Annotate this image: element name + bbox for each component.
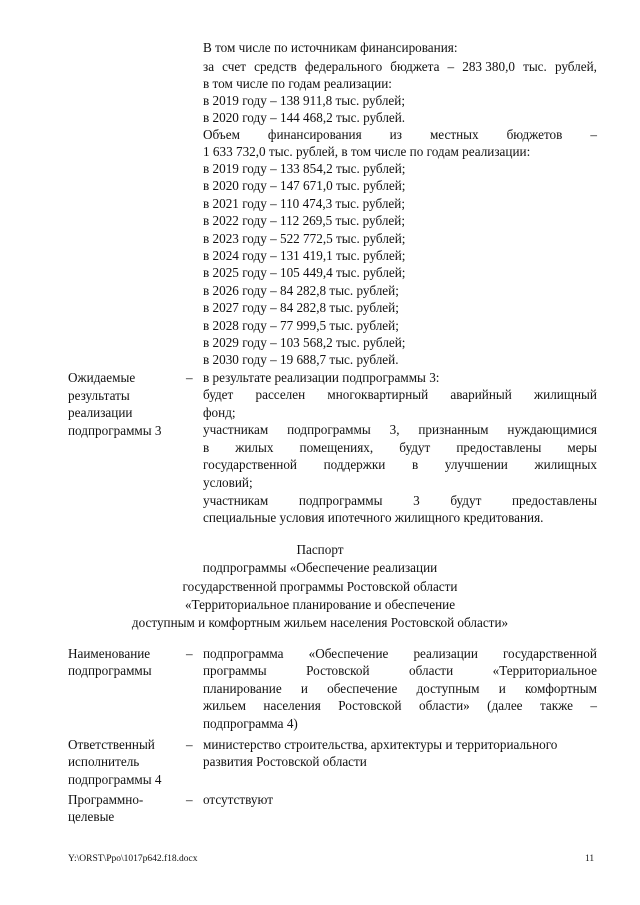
results-label-line: подпрограммы 3 [68,422,162,438]
word: федерального [304,59,383,74]
passport-title-line: «Территориальное планирование и обеспечение [184,597,456,612]
word: «Территориальное [492,663,597,679]
row-label-line: подпрограммы 4 [68,771,162,787]
local-year-line: в 2021 году – 110 474,3 тыс. рублей; [203,195,405,211]
row-label-line: целевые [68,809,115,825]
word: министерство строительства, архитектуры и территориального [203,737,558,752]
word: будут [399,439,431,455]
word: подпрограммы [298,492,383,508]
word: и [300,680,308,696]
local-year-line: в 2029 году – 103 568,2 тыс. рублей; [203,335,406,350]
local-year-line: в 2022 году – 112 269,5 тыс. рублей; [203,213,405,229]
row-label-line: Программно- [68,792,144,807]
word: местных [429,127,479,142]
row-text-line [203,754,367,770]
word: также [539,698,573,714]
row-label-line: Наименование [68,646,151,661]
word: подпрограммы [287,422,371,438]
word: области» [419,698,470,714]
word: 3 [413,492,420,508]
results-line [203,475,597,491]
row-label-line: Ответственный [68,737,155,752]
row-text-line [203,663,597,679]
word: бюджета [390,59,440,74]
word: участникам [203,422,269,438]
row-dash: – [186,646,193,661]
results-label-line: Ожидаемые [68,370,136,385]
word: государственной [203,457,297,473]
row-text-line [203,698,597,714]
word: предоставлены [512,492,597,508]
local-year-line: в 2024 году – 131 419,1 тыс. рублей; [203,248,406,263]
word: будет [203,387,234,402]
row-text-line [203,716,298,732]
results-label-line: результаты [68,387,130,403]
word: жилищный [534,387,597,402]
word: счет [222,59,247,74]
row-dash: – [186,737,193,752]
results-line [203,422,597,438]
word: условий; [203,475,253,490]
local-year-line: в 2019 году – 133 854,2 тыс. рублей; [203,161,406,176]
federal-year-line: в 2019 году – 138 911,8 тыс. рублей; [203,93,405,108]
word: отсутствуют [203,792,273,807]
passport-title-line: государственной программы Ростовской области [182,579,458,594]
word: планирование [203,680,282,696]
word: в [411,457,419,473]
row-label-line: подпрограммы [68,663,152,679]
word: предоставлены [456,439,542,455]
results-line [203,457,597,473]
word: средств [254,59,297,74]
word: жильем [203,698,246,714]
word: аварийный [450,387,512,402]
passport-title-line: доступным и комфортным жильем населения Ростовской области» [131,615,509,630]
federal-year-line: в 2020 году – 144 468,2 тыс. рублей. [203,110,406,125]
word: будут [450,492,482,508]
footer-file-path: Y:\ORST\Ppo\1017p642.f18.docx [68,854,198,864]
row-label-line: исполнитель [68,754,140,770]
word: развития Ростовской области [203,754,367,770]
word: – [447,59,455,74]
word: государственной [502,646,597,661]
results-line [203,510,543,526]
results-dash: – [186,370,193,385]
federal-by-years: в том числе по годам реализации: [203,76,392,91]
word: Ростовской [306,663,370,679]
local-budget-line [203,127,597,143]
word: поддержки [323,457,386,473]
word: в [203,439,210,455]
results-line [203,440,597,456]
word: населения [263,698,321,714]
word: финансирования [267,127,362,142]
row-text-line [203,792,273,808]
word: – [590,127,597,142]
word: расселен [255,387,306,402]
word: специальные условия ипотечного жилищного кредитования. [203,510,544,526]
row-dash: – [186,792,193,807]
word: признанным [418,422,489,438]
local-year-line: в 2020 году – 147 671,0 тыс. рублей; [203,178,406,194]
local-year-line: в 2026 году – 84 282,8 тыс. рублей; [203,282,399,298]
word: подпрограмма [203,646,284,661]
word: программы [203,663,267,679]
word: «Обеспечение [308,646,389,661]
local-year-line: в 2030 году – 19 688,7 тыс. рублей. [203,352,399,368]
word: и [498,680,506,696]
passport-title-line: Паспорт [296,542,344,557]
word: жилищных [534,457,597,473]
local-total-line: 1 633 732,0 тыс. рублей, в том числе по годам реализации: [203,144,531,159]
funding-sources-heading: В том числе по источникам финансирования: [203,40,458,55]
word: Объем [203,127,240,142]
row-text-line [203,681,597,697]
row-text-line [203,737,597,753]
word: доступным [416,680,480,696]
word: тыс. [523,59,547,74]
results-label-line: реализации [68,405,133,420]
word: 3, [389,422,400,438]
word: обеспечение [327,680,398,696]
word: многоквартирный [327,387,429,402]
word: бюджетов [506,127,563,142]
results-intro: в результате реализации подпрограммы 3: [203,370,440,385]
word: меры [567,439,597,455]
results-line [203,493,597,509]
word: фонд; [203,404,236,420]
passport-title-line: подпрограммы «Обеспечение реализации [202,560,438,575]
local-year-line: в 2028 году – 77 999,5 тыс. рублей; [203,317,399,333]
results-line [203,387,597,403]
word: комфортным [524,680,597,696]
word: 283 380,0 [462,59,515,74]
word: участникам [203,492,269,508]
local-year-line: в 2027 году – 84 282,8 тыс. рублей; [203,300,399,316]
word: за [203,59,215,74]
results-line [203,405,597,421]
word: помещениях, [299,439,374,455]
word: из [389,127,402,142]
word: жилых [235,439,274,455]
federal-total-line [203,59,597,75]
word: улучшении [444,457,508,473]
word: области [409,663,454,679]
word: – [590,698,597,714]
word: (далее [487,698,523,714]
word: подпрограмма 4) [203,715,298,731]
footer-page-number: 11 [585,854,595,864]
local-year-line: в 2025 году – 105 449,4 тыс. рублей; [203,265,406,281]
word: рублей, [554,59,597,74]
word: нуждающимися [507,422,597,438]
word: Ростовской [338,698,402,714]
local-year-line: в 2023 году – 522 772,5 тыс. рублей; [203,230,406,246]
row-text-line [203,646,597,662]
word: реализации [413,646,478,661]
